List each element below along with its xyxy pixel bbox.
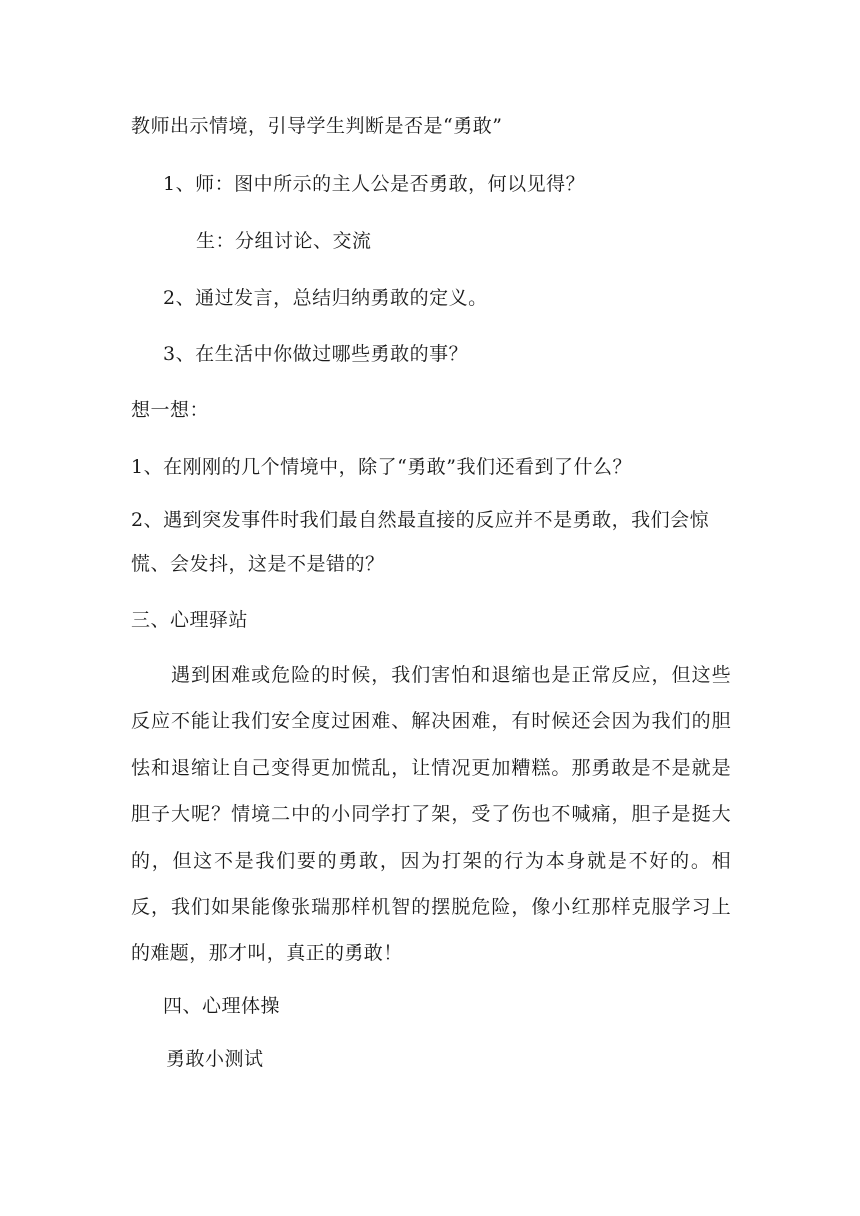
section-three-heading: 三、心理驿站 <box>131 609 249 631</box>
step-1-line: 1、师：图中所示的主人公是否勇敢，何以见得？ <box>163 173 586 195</box>
think-question-2-line-1: 2、遇到突发事件时我们最自然最直接的反应并不是勇敢，我们会惊 <box>131 509 710 531</box>
think-heading: 想一想： <box>131 399 210 421</box>
step-3-line: 3、在生活中你做过哪些勇敢的事？ <box>163 343 469 365</box>
think-question-1: 1、在刚刚的几个情境中，除了“勇敢”我们还看到了什么？ <box>131 456 633 478</box>
section-four-heading: 四、心理体操 <box>163 995 281 1017</box>
student-response-line: 生：分组讨论、交流 <box>196 230 372 252</box>
intro-line: 教师出示情境，引导学生判断是否是“勇敢” <box>131 115 503 137</box>
think-question-2-line-2: 慌、会发抖，这是不是错的？ <box>131 553 385 575</box>
quiz-title: 勇敢小测试 <box>166 1048 264 1070</box>
psychology-station-paragraph: 遇到困难或危险的时候，我们害怕和退缩也是正常反应，但这些反应不能让我们安全度过困难、解决困难，有时候还会因为我们的胆怯和退缩让自己变得更加慌乱，让情况更加糟糕。那勇敢是不是就是胆子大呢？情境二中的小同学打了架，受了伤也不喊痛，胆子是挺大的，但这不是我们要的勇敢，因为打架的行为本身就是不好的。相反，我们如果能像张瑞那样机智的摆脱危险，像小红那样克服学习上的难题，那才叫，真正的勇敢！ <box>131 664 731 965</box>
step-2-line: 2、通过发言，总结归纳勇敢的定义。 <box>163 287 488 309</box>
